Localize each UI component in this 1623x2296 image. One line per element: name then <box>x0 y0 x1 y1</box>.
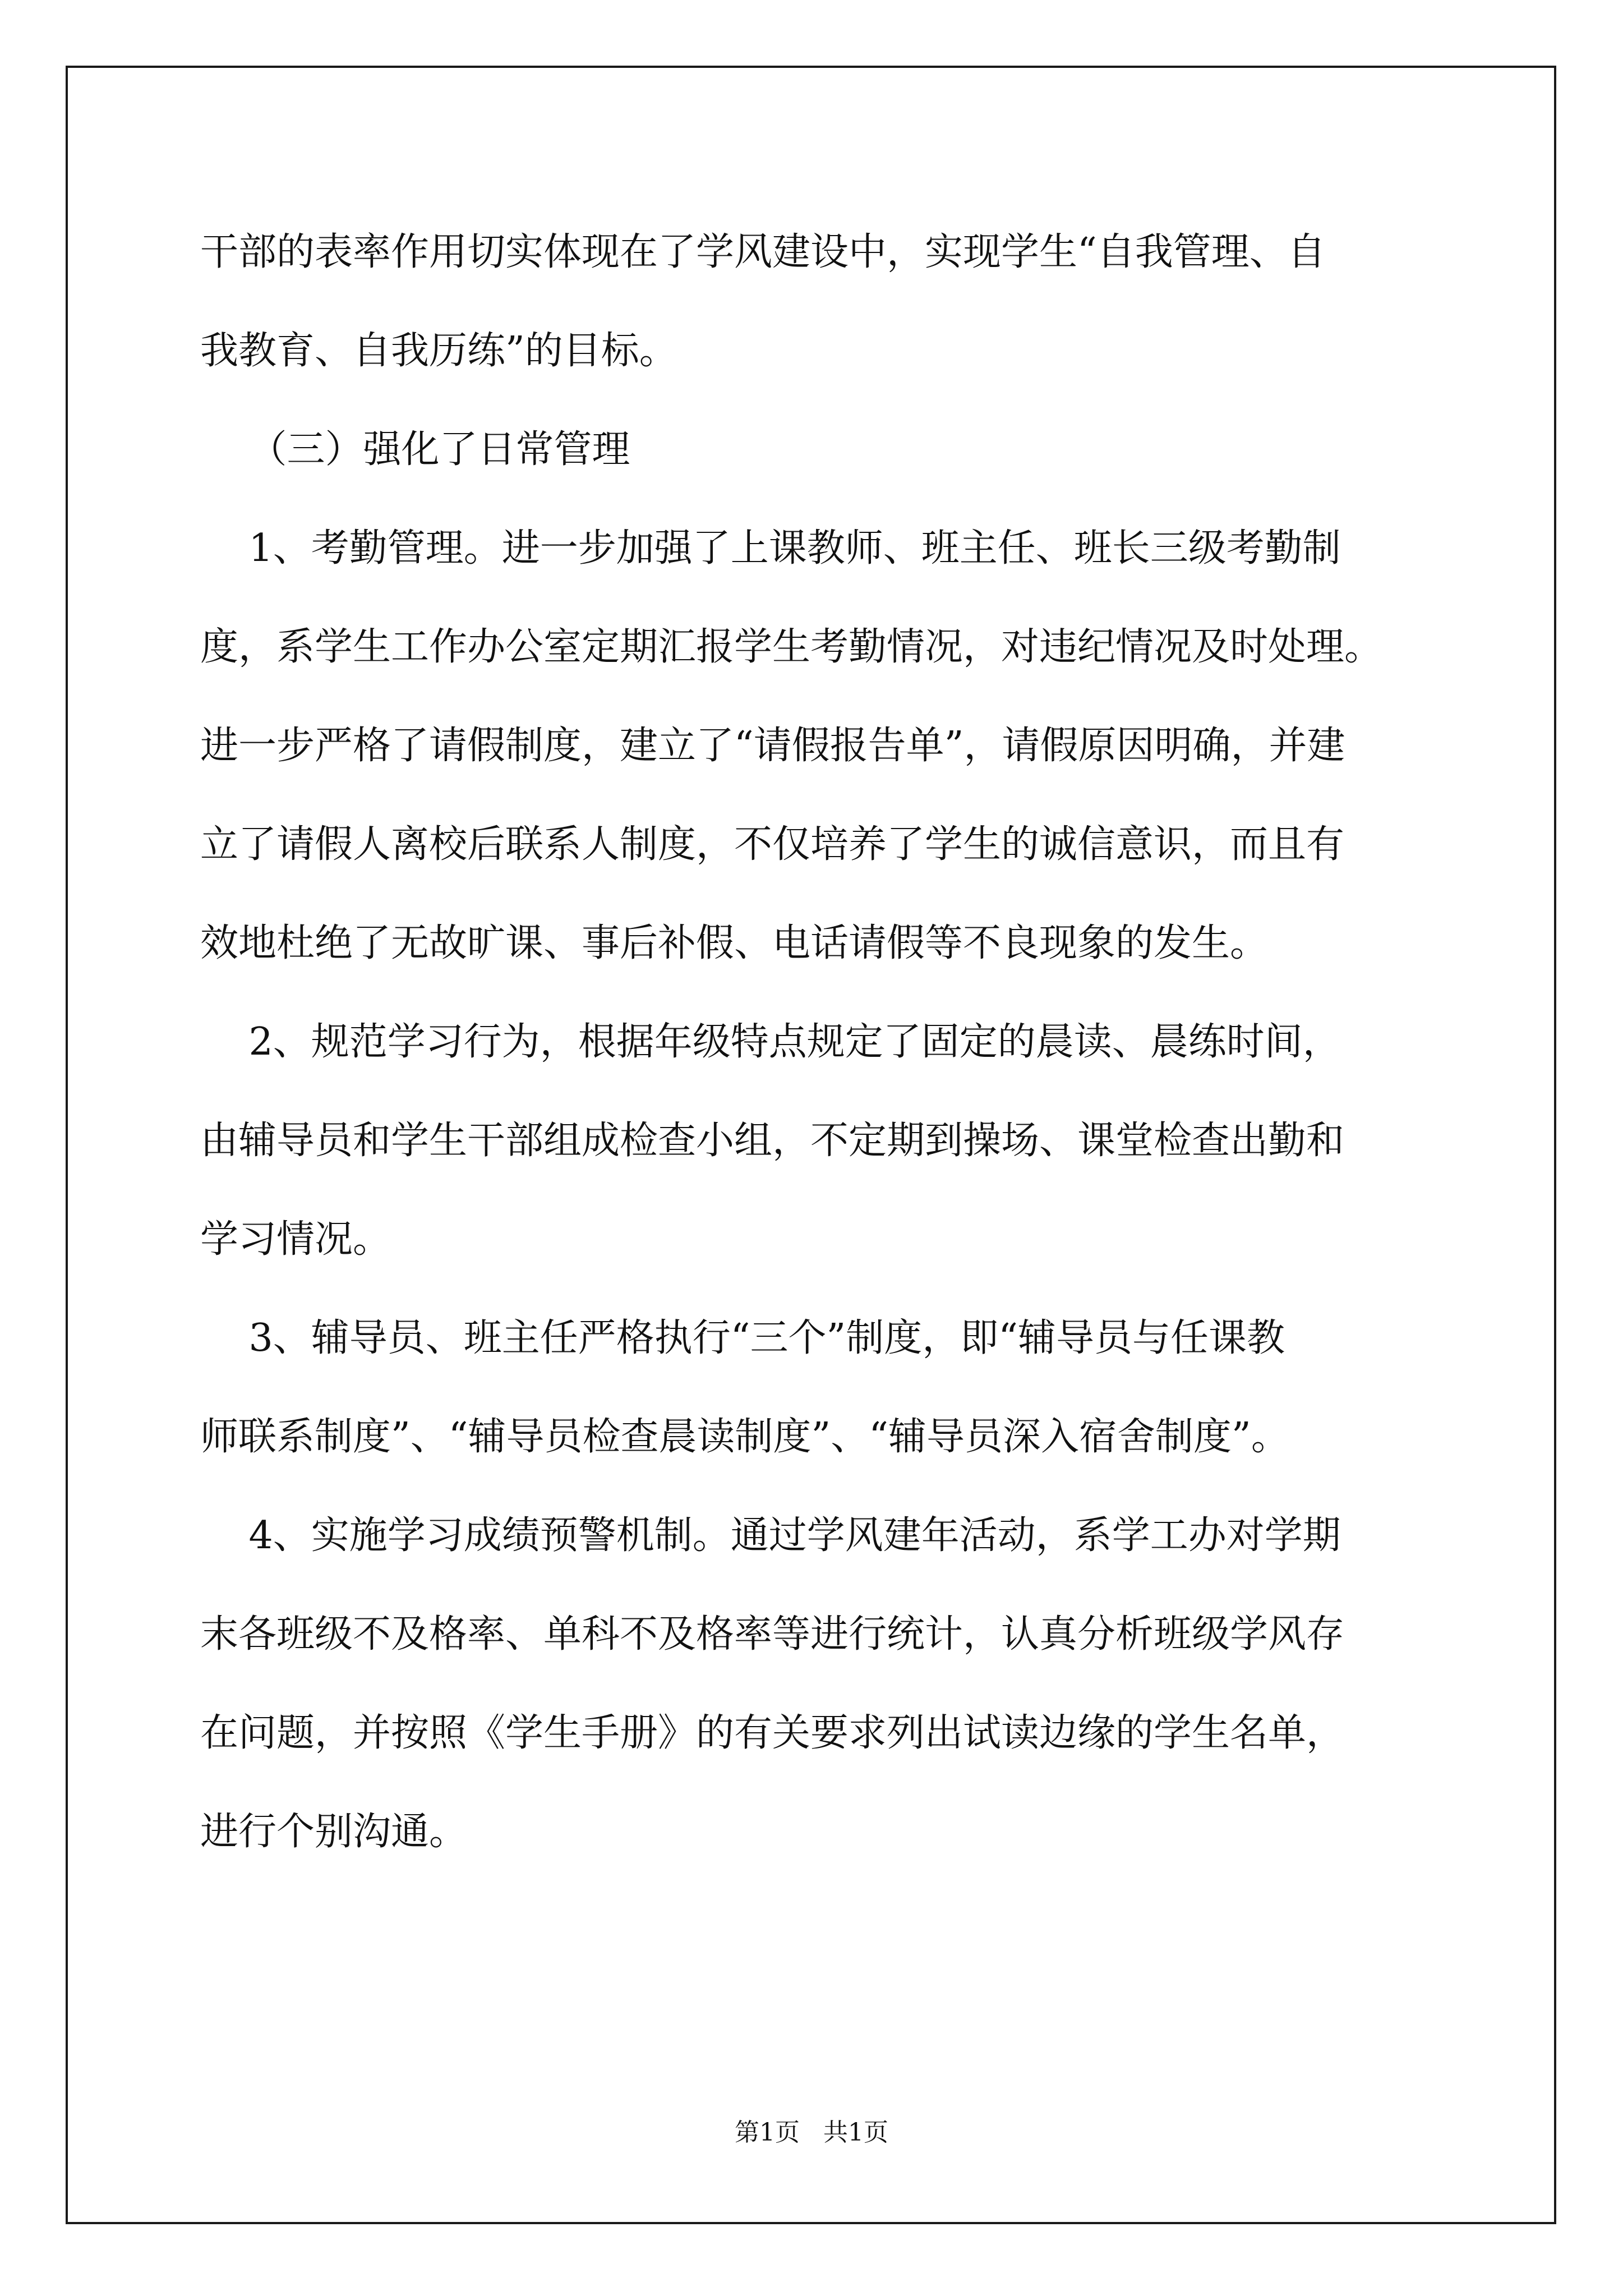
text-line: 末各班级不及格率、单科不及格率等进行统计，认真分析班级学风存 <box>200 1612 1345 1657</box>
text-line: 在问题，并按照《学生手册》的有关要求列出试读边缘的学生名单， <box>200 1711 1345 1755</box>
document-body <box>200 203 1434 1881</box>
text-line: 学习情况。 <box>200 1217 391 1262</box>
section-heading: （三）强化了日常管理 <box>200 427 630 472</box>
text-line: 2、规范学习行为，根据年级特点规定了固定的晨读、晨练时间， <box>200 1020 1341 1064</box>
text-line: 1、考勤管理。进一步加强了上课教师、班主任、班长三级考勤制 <box>200 526 1341 570</box>
text-line: 我教育、自我历练”的目标。 <box>200 329 677 373</box>
text-line: 立了请假人离校后联系人制度，不仅培养了学生的诚信意识，而且有 <box>200 822 1345 867</box>
text-line: 度，系学生工作办公室定期汇报学生考勤情况，对违纪情况及时处理。 <box>200 625 1383 669</box>
page-number-footer: 第1页 共1页 <box>735 2118 888 2147</box>
text-line: 进行个别沟通。 <box>200 1810 468 1854</box>
text-line: 由辅导员和学生干部组成检查小组，不定期到操场、课堂检查出勤和 <box>200 1119 1345 1163</box>
text-line: 干部的表率作用切实体现在了学风建设中，实现学生“自我管理、自 <box>200 230 1326 274</box>
text-line: 效地杜绝了无故旷课、事后补假、电话请假等不良现象的发生。 <box>200 921 1269 965</box>
text-line: 4、实施学习成绩预警机制。通过学风建年活动，系学工办对学期 <box>200 1513 1341 1558</box>
text-line: 3、辅导员、班主任严格执行“三个”制度，即“辅导员与任课教 <box>200 1316 1285 1360</box>
text-line: 进一步严格了请假制度，建立了“请假报告单”，请假原因明确，并建 <box>200 724 1345 768</box>
text-line: 师联系制度”、“辅导员检查晨读制度”、“辅导员深入宿舍制度”。 <box>200 1415 1289 1459</box>
